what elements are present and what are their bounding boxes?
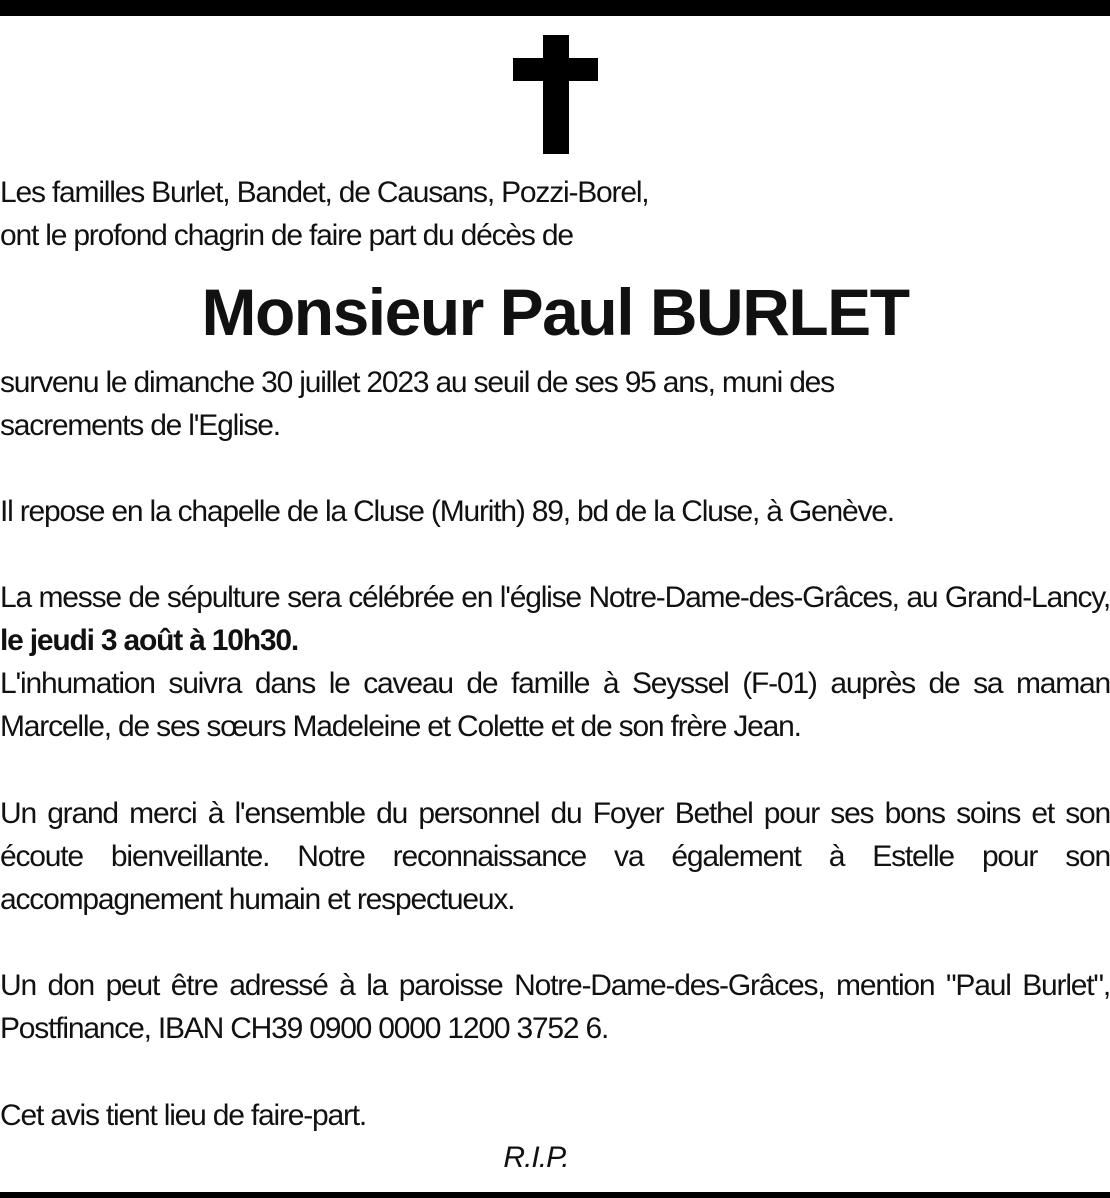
closing-line: Cet avis tient lieu de faire-part. <box>0 1099 367 1132</box>
mass-text: La messe de sépulture sera célébrée en l'église Notre-Dame-des-Grâces, au Grand-Lancy, <box>0 581 1110 614</box>
cross-icon <box>513 35 598 154</box>
rip-signoff: R.I.P. <box>503 1141 569 1174</box>
burial-text: L'inhumation suivra dans le caveau de famille à Seyssel (F-01) auprès de sa maman Marcelle, de ses sœurs Madeleine et Colette et de son frère Jean. <box>0 667 1110 743</box>
deceased-name: Monsieur Paul BURLET <box>201 275 909 349</box>
rest-place-paragraph: Il repose en la chapelle de la Cluse (Murith) 89, bd de la Cluse, à Genève. <box>0 495 894 528</box>
donation-paragraph: Un don peut être adressé à la paroisse Notre-Dame-des-Grâces, mention "Paul Burlet", Postfinance, IBAN CH39 0900 0000 1200 3752 6. <box>0 969 1110 1045</box>
thanks-paragraph: Un grand merci à l'ensemble du personnel du Foyer Bethel pour ses bons soins et son écoute bienveillante. Notre reconnaissance va également à Estelle pour son accompagnement humain et respectueux. <box>0 797 1110 916</box>
ceremony-paragraph <box>0 576 1110 748</box>
intro-paragraph <box>0 171 1110 257</box>
intro-line-2: ont le profond chagrin de faire part du décès de <box>0 219 573 252</box>
top-border-rule <box>0 0 1110 16</box>
bottom-border-rule <box>0 1192 1110 1198</box>
cross-horizontal-bar <box>513 58 598 81</box>
mass-date: le jeudi 3 août à 10h30. <box>0 624 298 657</box>
death-line-2: sacrements de l'Eglise. <box>0 409 280 442</box>
death-line-1: survenu le dimanche 30 juillet 2023 au seuil de ses 95 ans, muni des <box>0 366 834 399</box>
cross-vertical-bar <box>543 35 569 154</box>
intro-line-1: Les familles Burlet, Bandet, de Causans, Pozzi-Borel, <box>0 176 649 209</box>
death-paragraph <box>0 361 1110 447</box>
